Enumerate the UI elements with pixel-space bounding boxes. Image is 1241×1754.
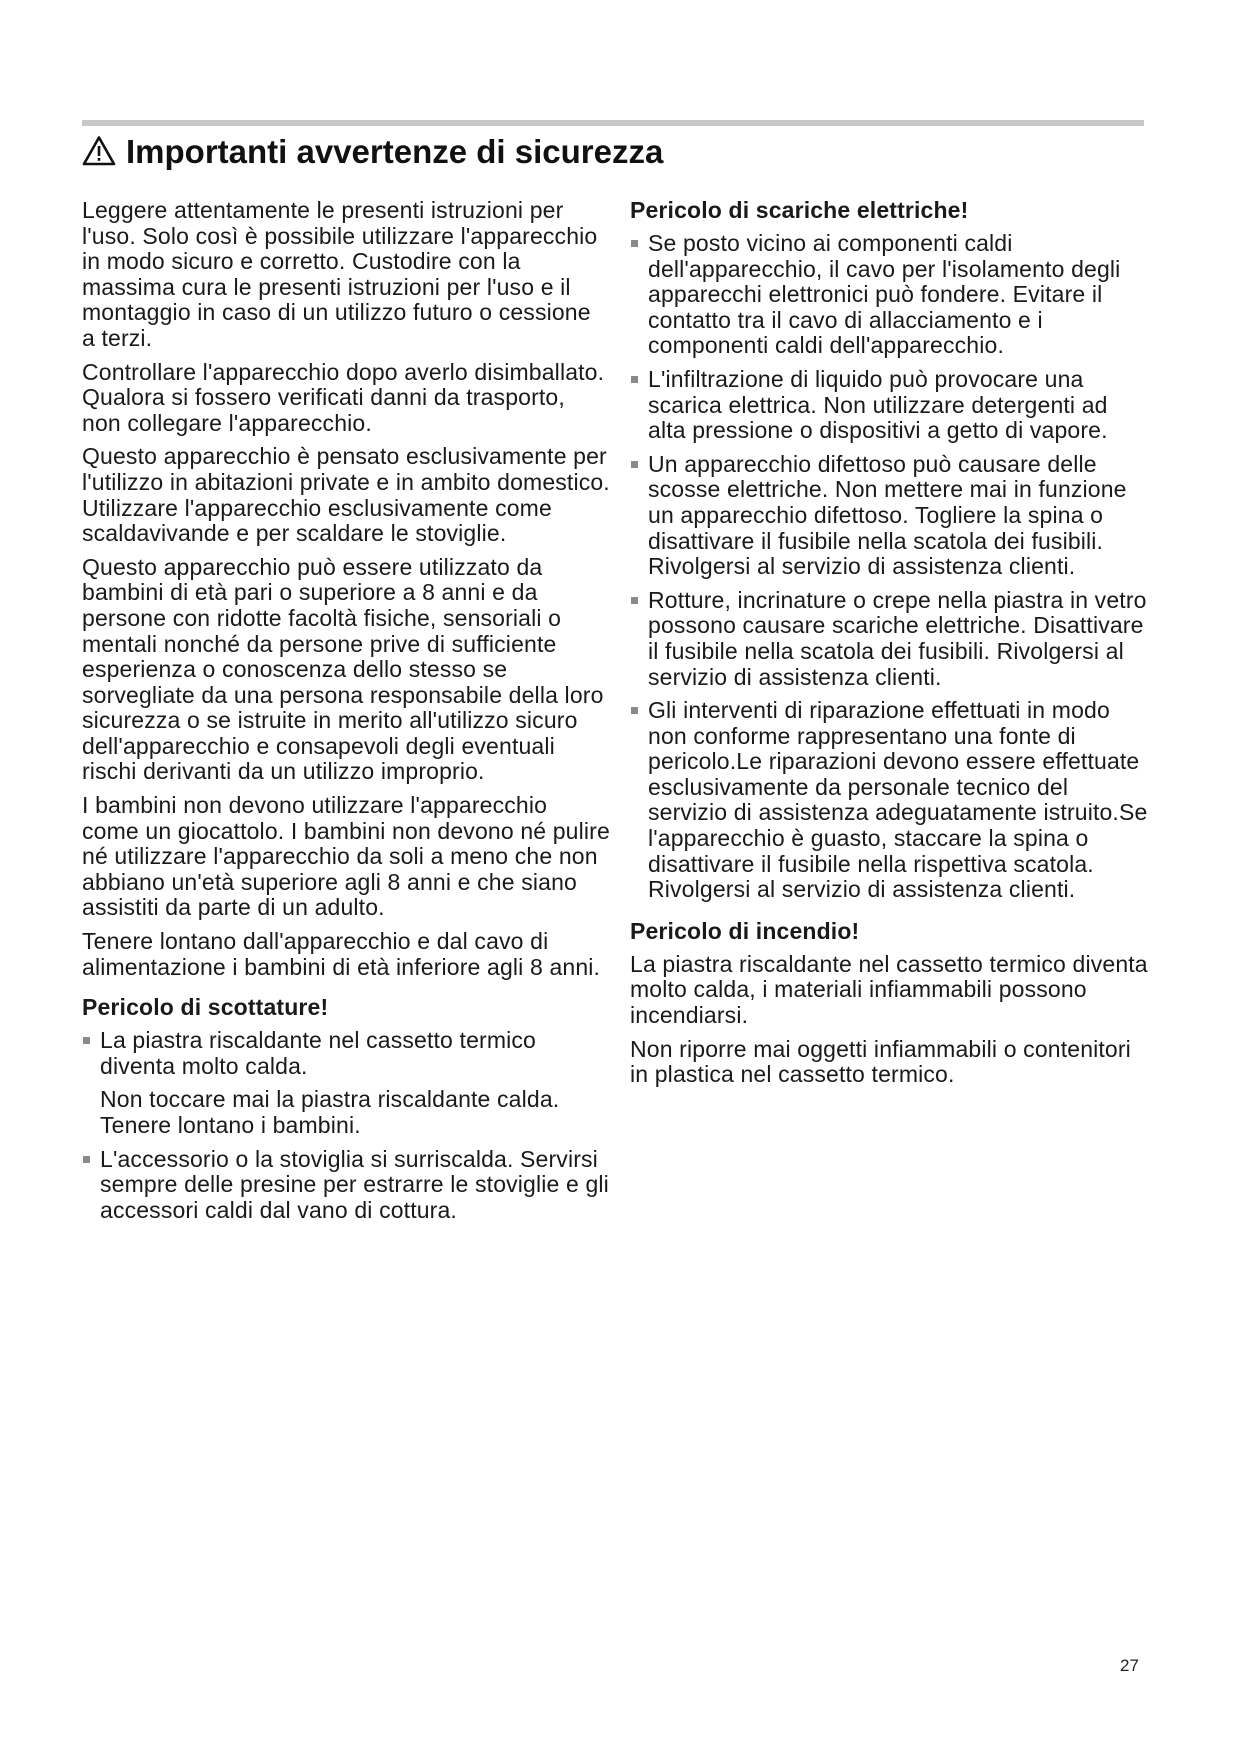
intro-paragraph: Controllare l'apparecchio dopo averlo disimballato. Qualora si fossero verificati danni da trasporto, non collegare l'apparecchio. — [82, 358, 605, 436]
fire-paragraph: Non riporre mai oggetti infiammabili o contenitori in plastica nel cassetto termico. — [630, 1035, 1131, 1088]
electric-bullet-item: Rotture, incrinature o crepe nella piastra in vetro possono causare scariche elettriche. Disattivare il fusibile nella scatola dei fusibili. Rivolgersi al servizio di assistenza clienti. — [630, 588, 1150, 690]
header-rule — [82, 120, 1144, 126]
fire-heading: Pericolo di incendio! — [630, 917, 860, 944]
electric-heading: Pericolo di scariche elettriche! — [630, 197, 969, 223]
page-title-text: Importanti avvertenze di sicurezza — [126, 133, 664, 170]
burns-bullet-continuation: Non toccare mai la piastra riscaldante calda. Tenere lontano i bambini. — [100, 1086, 560, 1138]
intro-paragraph: I bambini non devono utilizzare l'apparecchio come un giocattolo. I bambini non devono né pulire né utilizzare l'apparecchio da soli a meno che non abbiano un'età superiore agli 8 anni e che siano assistiti da parte di un adulto. — [82, 792, 610, 921]
burns-heading: Pericolo di scottature! — [82, 994, 329, 1021]
left-column — [82, 198, 610, 1231]
burns-bullet-item: La piastra riscaldante nel cassetto termico diventa molto calda. — [82, 1028, 610, 1079]
electric-bullet-item: L'infiltrazione di liquido può provocare una scarica elettrica. Non utilizzare detergenti ad alta pressione o dispositivi a getto di vapore. — [630, 367, 1150, 444]
intro-paragraph: Leggere attentamente le presenti istruzioni per l'uso. Solo così è possibile utilizzare l'apparecchio in modo sicuro e corretto. Custodire con la massima cura le presenti istruzioni per l'uso e il montaggio in caso di un utilizzo futuro o cessione a terzi. — [82, 197, 598, 351]
electric-bullet-item: Gli interventi di riparazione effettuati in modo non conforme rappresentano una fonte di pericolo.Le riparazioni devono essere effettuate esclusivamente da personale tecnico del servizio di assistenza adeguatamente istruito.Se l'apparecchio è guasto, staccare la spina o disattivare il fusibile nella rispettiva scatola. Rivolgersi al servizio di assistenza clienti. — [630, 698, 1150, 903]
electric-bullet-item: Se posto vicino ai componenti caldi dell'apparecchio, il cavo per l'isolamento degli apparecchi elettronici può fondere. Evitare il contatto tra il cavo di allacciamento e i componenti caldi dell'apparecchio. — [630, 231, 1150, 359]
electric-bullet-item: Un apparecchio difettoso può causare delle scosse elettriche. Non mettere mai in funzione un apparecchio difettoso. Togliere la spina o disattivare il fusibile nella scatola dei fusibili. Rivolgersi al servizio di assistenza clienti. — [630, 452, 1150, 580]
right-column — [630, 197, 1150, 1096]
fire-paragraph: La piastra riscaldante nel cassetto termico diventa molto calda, i materiali infiammabili possono incendiarsi. — [630, 950, 1148, 1029]
intro-paragraph: Tenere lontano dall'apparecchio e dal cavo di alimentazione i bambini di età inferiore agli 8 anni. — [82, 928, 601, 980]
intro-paragraph: Questo apparecchio è pensato esclusivamente per l'utilizzo in abitazioni private e in ambito domestico. Utilizzare l'apparecchio esclusivamente come scaldavivande e per scaldare le stoviglie. — [82, 443, 610, 547]
intro-paragraph: Questo apparecchio può essere utilizzato da bambini di età pari o superiore a 8 anni e da persone con ridotte facoltà fisiche, sensoriali o mentali nonché da persone prive di sufficiente esperienza o conoscenza dello stesso se sorvegliate da una persona responsabile della loro sicurezza o se istruite in merito all'utilizzo sicuro dell'apparecchio e consapevoli degli eventuali rischi derivanti da un utilizzo improprio. — [82, 553, 604, 785]
warning-triangle-icon — [82, 135, 116, 166]
page-title — [82, 128, 663, 176]
page-number: 27 — [1120, 1656, 1139, 1675]
burns-bullet-item: L'accessorio o la stoviglia si surriscalda. Servirsi sempre delle presine per estrarre le stoviglie e gli accessori caldi dal vano di cottura. — [82, 1147, 610, 1224]
